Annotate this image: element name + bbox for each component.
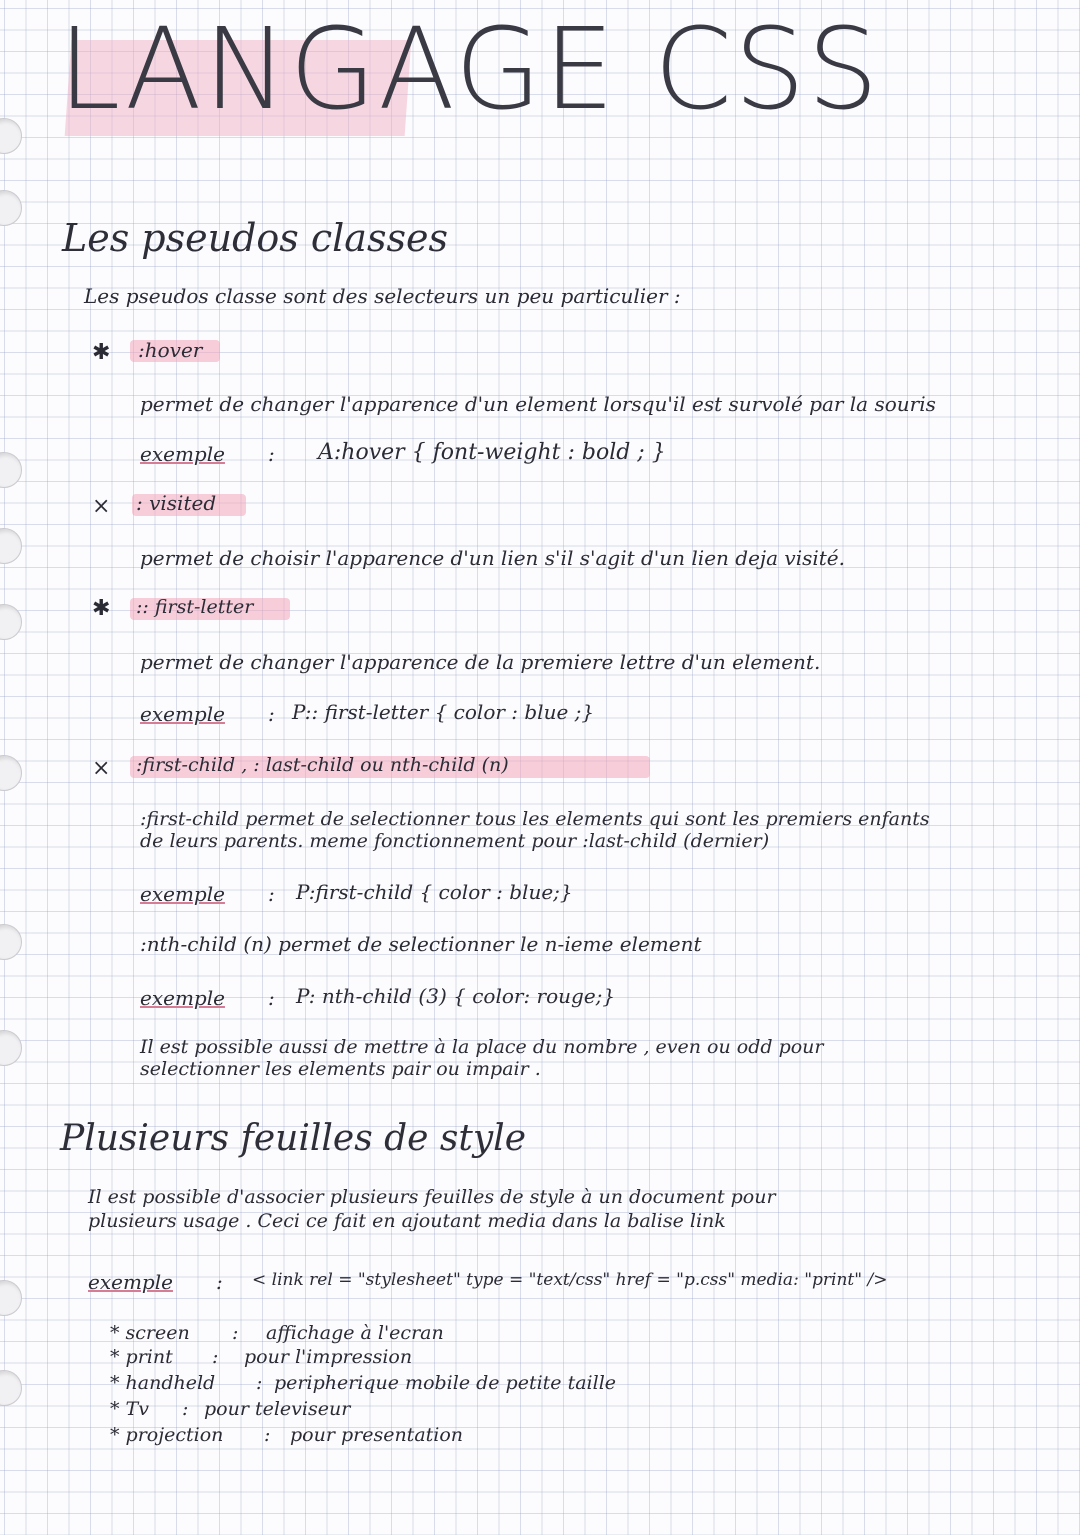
first-letter-example-code: P:: first-letter { color : blue ;}: [292, 700, 595, 724]
media-desc-screen: affichage à l'ecran: [266, 1322, 444, 1344]
binder-hole: [0, 452, 22, 488]
media-key-screen: * screen: [110, 1322, 190, 1344]
media-separator: :: [264, 1424, 271, 1446]
example-separator: :: [268, 882, 275, 906]
binder-hole: [0, 528, 22, 564]
example-label: exemple: [140, 986, 225, 1010]
binder-hole: [0, 118, 22, 154]
binder-hole: [0, 190, 22, 226]
binder-hole: [0, 755, 22, 791]
example-label: exemple: [140, 442, 225, 466]
media-desc-print: pour l'impression: [244, 1346, 413, 1368]
media-desc-tv: pour televiseur: [204, 1398, 351, 1420]
bullet-star-icon: ✱: [92, 340, 111, 365]
first-child-description-line2: de leurs parents. meme fonctionnement pour :last-child (dernier): [140, 830, 770, 852]
media-separator: :: [182, 1398, 189, 1420]
media-separator: :: [232, 1322, 239, 1344]
media-desc-projection: pour presentation: [290, 1424, 464, 1446]
first-letter-description: permet de changer l'apparence de la premiere lettre d'un element.: [140, 650, 821, 674]
visited-description: permet de choisir l'apparence d'un lien s'il s'agit d'un lien deja visité.: [140, 546, 845, 570]
bullet-cross-icon: ×: [92, 756, 111, 781]
example-label: exemple: [140, 702, 225, 726]
keyword-hover: :hover: [138, 338, 203, 362]
section-heading-stylesheets: Plusieurs feuilles de style: [60, 1118, 526, 1159]
link-example-code: < link rel = "stylesheet" type = "text/css" href = "p.css" media: "print" />: [252, 1270, 888, 1290]
first-child-example-code: P:first-child { color : blue;}: [296, 880, 573, 904]
even-odd-note-line1: Il est possible aussi de mettre à la place du nombre , even ou odd pour: [140, 1036, 824, 1058]
binder-hole: [0, 1030, 22, 1066]
media-key-handheld: * handheld: [110, 1372, 216, 1394]
example-separator: :: [268, 702, 275, 726]
hover-example-code: A:hover { font-weight : bold ; }: [318, 440, 666, 465]
binder-hole: [0, 924, 22, 960]
binder-hole: [0, 1280, 22, 1316]
section-intro: Les pseudos classe sont des selecteurs un peu particulier :: [84, 284, 681, 308]
hover-description: permet de changer l'apparence d'un element lorsqu'il est survolé par la souris: [140, 392, 936, 416]
bullet-star-icon: ✱: [92, 596, 111, 621]
media-separator: :: [256, 1372, 263, 1394]
media-desc-handheld: peripherique mobile de petite taille: [274, 1372, 617, 1394]
section-heading-pseudo-classes: Les pseudos classes: [62, 216, 448, 260]
example-label: exemple: [140, 882, 225, 906]
stylesheets-text-line2: plusieurs usage . Ceci ce fait en ajoutant media dans la balise link: [88, 1210, 726, 1232]
binder-hole: [0, 604, 22, 640]
example-separator: :: [268, 986, 275, 1010]
media-separator: :: [212, 1346, 219, 1368]
stylesheets-text-line1: Il est possible d'associer plusieurs feuilles de style à un document pour: [88, 1186, 776, 1208]
keyword-first-letter: :: first-letter: [136, 596, 254, 618]
nth-child-example-code: P: nth-child (3) { color: rouge;}: [296, 984, 616, 1008]
example-label: exemple: [88, 1270, 173, 1294]
even-odd-note-line2: selectionner les elements pair ou impair .: [140, 1058, 541, 1080]
media-key-print: * print: [110, 1346, 173, 1368]
media-key-projection: * projection: [110, 1424, 224, 1446]
nth-child-description: :nth-child (n) permet de selectionner le n-ieme element: [140, 932, 702, 956]
media-key-tv: * Tv: [110, 1398, 149, 1420]
keyword-visited: : visited: [136, 491, 217, 515]
example-separator: :: [216, 1270, 223, 1294]
keyword-child-selectors: :first-child , : last-child ou nth-child (n): [136, 754, 509, 776]
bullet-cross-icon: ×: [92, 494, 111, 519]
first-child-description-line1: :first-child permet de selectionner tous les elements qui sont les premiers enfants: [140, 808, 930, 830]
binder-hole: [0, 1370, 22, 1406]
page-title: LANGAGE CSS: [58, 5, 881, 135]
example-separator: :: [268, 442, 275, 466]
